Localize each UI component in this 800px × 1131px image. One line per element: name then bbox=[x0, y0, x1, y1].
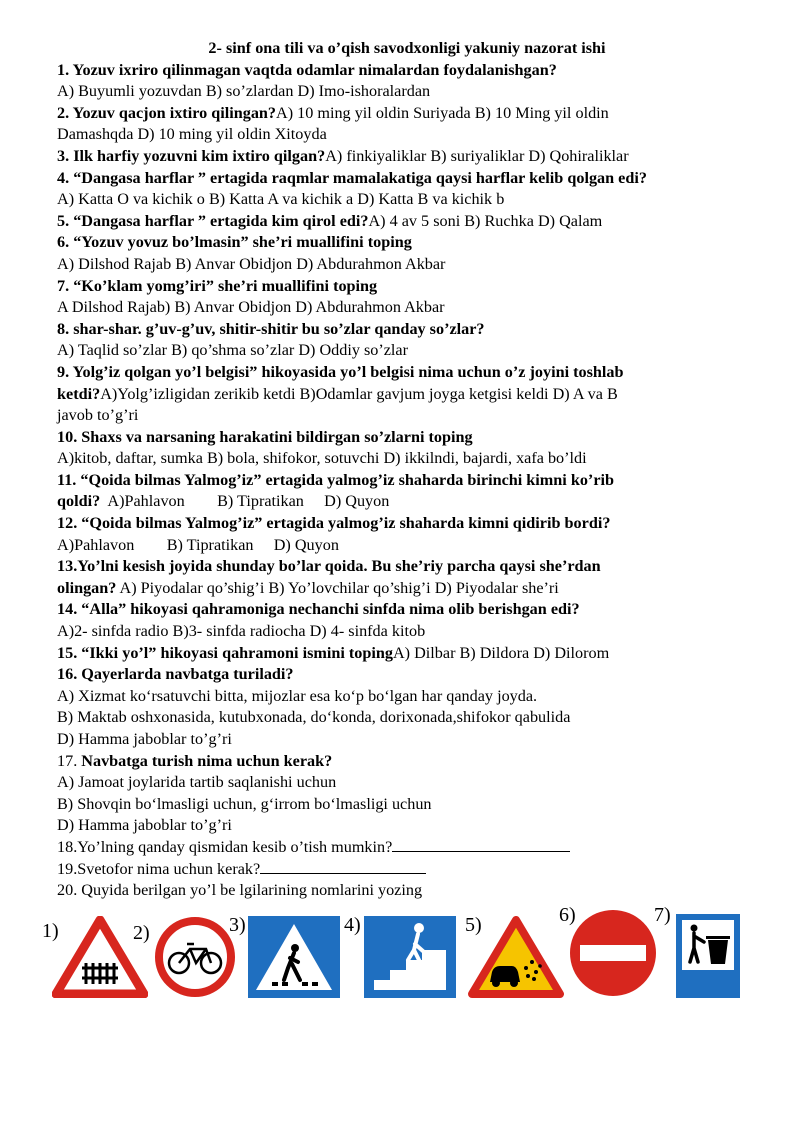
question-9a: 9. Yolg’iz qolgan yo’l belgisi” hikoyasida yo’l belgisi nima uchun o’z joyini toshlab bbox=[57, 362, 624, 381]
loose-gravel-icon bbox=[468, 916, 564, 998]
question-16: 16. Qayerlarda navbatga turiladi? bbox=[57, 665, 294, 684]
question-11-row bbox=[57, 491, 757, 513]
question-3: 3. Ilk harfiy yozuvni kim ixtiro qilgan? bbox=[57, 146, 326, 165]
question-18-row bbox=[57, 837, 757, 859]
answers-3: A) finkiyaliklar B) suriyaliklar D) Qohiraliklar bbox=[325, 146, 629, 165]
underground-crossing-icon bbox=[364, 916, 456, 998]
answer-blank-18[interactable] bbox=[392, 837, 570, 852]
page-title: 2- sinf ona tili va o’qish savodxonligi yakuniy nazorat ishi bbox=[208, 39, 606, 57]
pedestrian-crossing-icon bbox=[248, 916, 340, 998]
question-1: 1. Yozuv ixriro qilinmagan vaqtda odamlar nimalardan foydalanishgan? bbox=[57, 60, 557, 79]
question-17-num: 17. bbox=[57, 751, 82, 770]
question-19-row bbox=[57, 859, 757, 881]
question-6: 6. “Yozuv yovuz bo’lmasin” she’ri muallifini toping bbox=[57, 233, 412, 252]
question-11b: qoldi? bbox=[57, 492, 101, 511]
question-17: Navbatga turish nima uchun kerak? bbox=[81, 751, 333, 770]
question-5-row bbox=[57, 211, 757, 233]
answers-7: A Dilshod Rajab) B) Anvar Obidjon D) Abdurahmon Akbar bbox=[57, 298, 445, 317]
answers-14: A)2- sinfda radio B)3- sinfda radiocha D) 4- sinfda kitob bbox=[57, 622, 426, 641]
question-12: 12. “Qoida bilmas Yalmog’iz” ertagida yalmog’iz shaharda kimni qidirib bordi? bbox=[57, 514, 611, 533]
sign-number-7: 7) bbox=[654, 904, 671, 926]
answers-12: A)Pahlavon B) Tipratikan D) Quyon bbox=[57, 535, 339, 554]
question-2-row bbox=[57, 103, 757, 125]
question-11a: 11. “Qoida bilmas Yalmog’iz” ertagida yalmog’iz shaharda birinchi kimni ko’rib bbox=[57, 470, 615, 489]
question-5: 5. “Dangasa harflar ” ertagida kim qirol edi? bbox=[57, 211, 369, 230]
sign-number-6: 6) bbox=[559, 904, 576, 926]
answer-16a: A) Xizmat ko‘rsatuvchi bitta, mijozlar esa ko‘p bo‘lgan har qanday joyda. bbox=[57, 686, 538, 705]
answers-15: A) Dilbar B) Dildora D) Dilorom bbox=[392, 643, 610, 662]
answer-blank-19[interactable] bbox=[260, 859, 426, 874]
question-13-row bbox=[57, 578, 757, 600]
answers-11: A)Pahlavon B) Tipratikan D) Quyon bbox=[100, 492, 390, 511]
test-sheet bbox=[57, 38, 757, 902]
sign-number-2: 2) bbox=[133, 922, 150, 944]
question-18: 18.Yo’lning qanday qismidan kesib o’tish mumkin? bbox=[57, 837, 393, 856]
answers-5: A) 4 av 5 soni B) Ruchka D) Qalam bbox=[368, 211, 603, 230]
question-9-row bbox=[57, 384, 757, 406]
question-2: 2. Yozuv qacjon ixtiro qilingan? bbox=[57, 103, 277, 122]
sign-number-3: 3) bbox=[229, 914, 246, 936]
answer-17d: D) Hamma jaboblar to’g’ri bbox=[57, 816, 232, 835]
no-entry-icon bbox=[568, 908, 658, 998]
question-20: 20. Quyida berilgan yo’l be lgilarining nomlarini yozing bbox=[57, 881, 423, 900]
litter-bin-icon bbox=[676, 914, 740, 998]
answer-17b: B) Shovqin bo‘lmasligi uchun, g‘irrom bo‘lmasligi uchun bbox=[57, 794, 432, 813]
answers-2b: Damashqda D) 10 ming yil oldin Xitoyda bbox=[57, 125, 327, 144]
sign-number-5: 5) bbox=[465, 914, 482, 936]
answer-16b: B) Maktab oshxonasida, kutubxonada, do‘konda, dorixonada,shifokor qabulida bbox=[57, 708, 571, 727]
answers-10: A)kitob, daftar, sumka B) bola, shifokor, sotuvchi D) ikkilndi, bajardi, xafa bo’ldi bbox=[57, 449, 587, 468]
answers-8: A) Taqlid so’zlar B) qo’shma so’zlar D) Oddiy so’zlar bbox=[57, 341, 409, 360]
question-10: 10. Shaxs va narsaning harakatini bildirgan so’zlarni toping bbox=[57, 427, 473, 446]
question-8: 8. shar-shar. g’uv-g’uv, shitir-shitir bu so’zlar qanday so’zlar? bbox=[57, 319, 485, 338]
answers-4: A) Katta O va kichik o B) Katta A va kichik a D) Katta B va kichik b bbox=[57, 190, 505, 209]
sign-number-4: 4) bbox=[344, 914, 361, 936]
road-signs-row bbox=[0, 900, 800, 1010]
answers-9b: javob to’g’ri bbox=[57, 406, 139, 425]
question-3-row bbox=[57, 146, 757, 168]
answers-6: A) Dilshod Rajab B) Anvar Obidjon D) Abdurahmon Akbar bbox=[57, 254, 446, 273]
answers-9a: A)Yolg’izligidan zerikib ketdi B)Odamlar gavjum joyga ketgisi keldi D) A va B bbox=[100, 384, 618, 403]
question-13b: olingan? bbox=[57, 578, 117, 597]
question-4: 4. “Dangasa harflar ” ertagida raqmlar mamalakatiga qaysi harflar kelib qolgan edi? bbox=[57, 168, 647, 187]
question-7: 7. “Ko’klam yomg’iri” she’ri muallifini toping bbox=[57, 276, 378, 295]
question-14: 14. “Alla” hikoyasi qahramoniga nechanchi sinfda nima olib berishgan edi? bbox=[57, 600, 580, 619]
question-17-row bbox=[57, 751, 757, 773]
sign-number-1: 1) bbox=[42, 920, 59, 942]
answer-17a: A) Jamoat joylarida tartib saqlanishi uchun bbox=[57, 773, 337, 792]
no-bicycles-icon bbox=[154, 916, 236, 998]
answer-16d: D) Hamma jaboblar to’g’ri bbox=[57, 730, 232, 748]
question-19: 19.Svetofor nima uchun kerak? bbox=[57, 859, 261, 878]
question-13a: 13.Yo’lni kesish joyida shunday bo’lar qoida. Bu she’riy parcha qaysi she’rdan bbox=[57, 557, 601, 576]
question-9b: ketdi? bbox=[57, 384, 101, 403]
answers-2a: A) 10 ming yil oldin Suriyada B) 10 Ming yil oldin bbox=[276, 103, 609, 122]
answers-13: A) Piyodalar qo’shig’i B) Yo’lovchilar qo’shig’i D) Piyodalar she’ri bbox=[116, 578, 559, 597]
question-15-row bbox=[57, 643, 757, 665]
question-15: 15. “Ikki yo’l” hikoyasi qahramoni ismini toping bbox=[57, 643, 393, 662]
answers-1: A) Buyumli yozuvdan B) so’zlardan D) Imo-ishoralardan bbox=[57, 82, 431, 101]
